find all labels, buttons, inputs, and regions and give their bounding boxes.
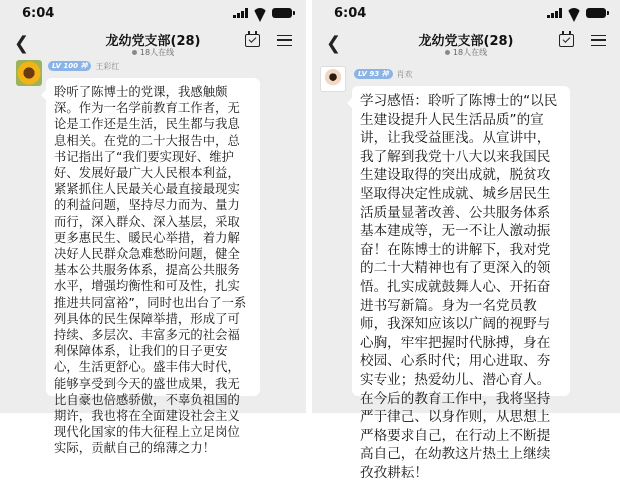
sender-name[interactable]: 肖欢 <box>396 69 413 79</box>
sender-meta <box>354 68 413 80</box>
status-time: 6:04 <box>334 6 367 21</box>
checkin-calendar-icon[interactable] <box>245 34 260 47</box>
checkin-calendar-icon[interactable] <box>559 34 574 47</box>
message-bubble[interactable] <box>46 78 260 456</box>
chat-title: 龙幼党支部(28) <box>418 34 514 49</box>
sender-name[interactable]: 王彩红 <box>95 61 120 71</box>
system-icons <box>547 8 606 18</box>
online-count <box>0 47 306 58</box>
sunflower-avatar[interactable] <box>16 60 42 86</box>
system-icons <box>233 8 292 18</box>
menu-icon[interactable] <box>277 35 292 46</box>
left-chat-screen <box>0 0 306 456</box>
chat-title: 龙幼党支部(28) <box>105 34 201 49</box>
sender-meta <box>48 60 119 72</box>
back-button[interactable]: ❮ <box>326 33 342 54</box>
wifi-icon <box>567 8 581 18</box>
level-badge: LV 93 神 <box>354 69 393 79</box>
battery-icon <box>272 8 292 18</box>
chat-header <box>312 30 620 62</box>
back-button[interactable]: ❮ <box>14 33 30 54</box>
status-bar <box>312 0 620 30</box>
battery-icon <box>586 8 606 18</box>
message-text: 学习感悟：聆听了陈博士的“以民生建设提升人民生活品质”的宣讲，让我受益匪浅。从宣讲中，我了解到我党十八大以来我国民生建设取得的突出成就，脱贫攻坚取得决定性成就、城乡居民生活质量显著改善、公共服务体系基本建成等，无一不让人激动振奋！在陈博士的讲解下，我对党的二十大精神也有了更深入的领悟。扎实成就鼓舞人心、开拓奋进书写新篇。身为一名党员教师，我深知应该以广阔的视野与心胸，牢牢把握时代脉搏，身在校园、心系时代；用心进取、夯实专业；热爱幼儿、潜心育人。在今后的教育工作中，我将坚持严于律己、以身作则，从思想上严格要求自己，在行动上不断提高自己，在幼教这片热土上继续孜孜耕耘！ <box>360 93 558 481</box>
online-count <box>312 47 620 58</box>
signal-icon <box>233 8 248 18</box>
right-chat-screen <box>312 0 620 481</box>
wifi-icon <box>253 8 267 18</box>
menu-icon[interactable] <box>591 35 606 46</box>
online-count-text: 18人在线 <box>452 48 488 57</box>
message-text: 聆听了陈博士的党课，我感触颇深。作为一名学前教育工作者，无论是工作还是生活，民生都与我息息相关。在党的二十大报告中，总书记指出了“我们要实现好、维护好、发展好最广大人民根本利益，紧紧抓住人民最关心最直接最现实的利益问题，坚持尽力而为、量力而行，深入群众、深入基层，采取更多惠民生、暖民心举措，着力解决好人民群众急难愁盼问题，健全基本公共服务体系，提高公共服务水平，增强均衡性和可及性，扎实推进共同富裕”，同时也出台了一系列具体的民生保障举措，形成了可持续、多层次、丰富多元的社会福利保障体系，让我们的日子更安心，生活更舒心。盛丰伟大时代，能够享受到今天的盛世成果，我无比自豪也倍感骄傲，不辜负祖国的期许，我也将在全面建设社会主义现代化国家的伟大征程上立足岗位实际，贡献自己的绵薄之力！ <box>54 85 247 456</box>
chat-header <box>0 30 306 62</box>
online-count-text: 18人在线 <box>139 48 175 57</box>
level-badge: LV 100 神 <box>48 61 91 71</box>
message-bubble[interactable] <box>352 86 570 481</box>
child-avatar[interactable] <box>320 66 346 92</box>
signal-icon <box>547 8 562 18</box>
status-bar <box>0 0 306 30</box>
online-dot-icon <box>132 50 137 55</box>
status-time: 6:04 <box>22 6 55 21</box>
online-dot-icon <box>445 50 450 55</box>
